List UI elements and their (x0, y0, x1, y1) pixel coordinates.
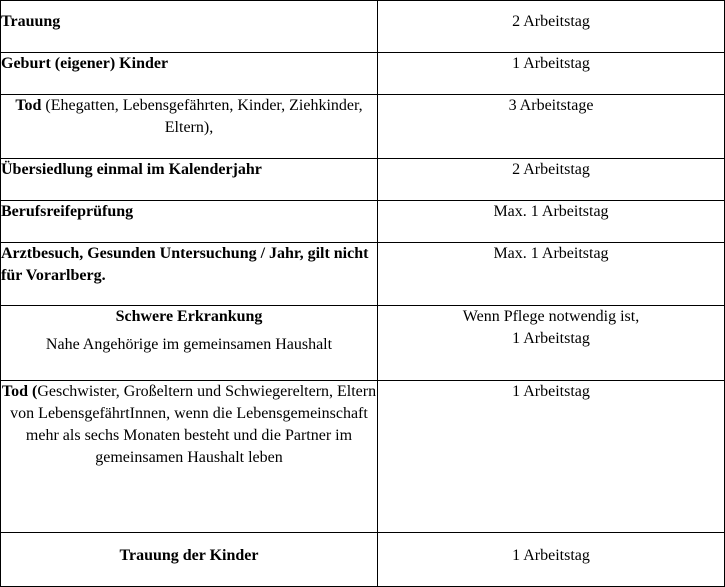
days-value-line1: Wenn Pflege notwendig ist, (462, 308, 640, 325)
table-row (1, 159, 725, 201)
days-cell (378, 306, 725, 381)
days-cell (378, 533, 725, 587)
days-value: 1 Arbeitstag (512, 383, 590, 400)
table-row (1, 201, 725, 243)
table-row (1, 243, 725, 306)
days-value: 2 Arbeitstag (512, 13, 590, 30)
occasion-label: Trauung der Kinder (119, 547, 259, 564)
occasion-label: Trauung (1, 13, 61, 30)
days-cell (378, 243, 725, 306)
days-cell (378, 159, 725, 201)
occasion-label: Schwere Erkrankung (115, 308, 263, 325)
occasion-cell (1, 306, 378, 381)
occasion-cell (1, 243, 378, 306)
days-cell (378, 201, 725, 243)
table-row (1, 1, 725, 53)
occasion-cell (1, 95, 378, 159)
days-value: Max. 1 Arbeitstag (493, 245, 609, 262)
days-value-line2: 1 Arbeitstag (512, 330, 590, 347)
occasion-label: Tod (15, 97, 42, 114)
occasion-label: Tod ( (1, 383, 38, 400)
table-row (1, 306, 725, 381)
occasion-cell (1, 533, 378, 587)
table-row (1, 53, 725, 95)
occasion-label: Geburt (eigener) Kinder (1, 55, 169, 72)
occasion-cell (1, 381, 378, 533)
occasion-label: Übersiedlung einmal im Kalenderjahr (1, 161, 262, 178)
occasion-cell (1, 159, 378, 201)
days-value: 1 Arbeitstag (512, 55, 590, 72)
occasion-detail: Nahe Angehörige im gemeinsamen Haushalt (45, 336, 333, 353)
days-value: 3 Arbeitstage (508, 97, 594, 114)
days-cell (378, 95, 725, 159)
table-row (1, 533, 725, 587)
days-value: 2 Arbeitstag (512, 161, 590, 178)
days-cell (378, 381, 725, 533)
days-value: 1 Arbeitstag (512, 547, 590, 564)
table-row (1, 381, 725, 533)
days-cell (378, 1, 725, 53)
occasion-cell (1, 201, 378, 243)
occasion-cell (1, 1, 378, 53)
occasion-detail: Geschwister, Großeltern und Schwiegereltern, Eltern von LebensgefährtInnen, wenn die Lebensgemeinschaft mehr als sechs Monaten besteht und die Partner im gemeinsamen Haushalt leben (10, 383, 377, 466)
days-value: Max. 1 Arbeitstag (493, 203, 609, 220)
occasion-label: Berufsreifeprüfung (1, 203, 134, 220)
occasion-cell (1, 53, 378, 95)
occasion-label: Arztbesuch, Gesunden Untersuchung / Jahr, gilt nicht für Vorarlberg. (1, 245, 369, 284)
days-cell (378, 53, 725, 95)
occasion-detail: (Ehegatten, Lebensgefährten, Kinder, Ziehkinder, Eltern), (41, 97, 363, 136)
table-row (1, 95, 725, 159)
